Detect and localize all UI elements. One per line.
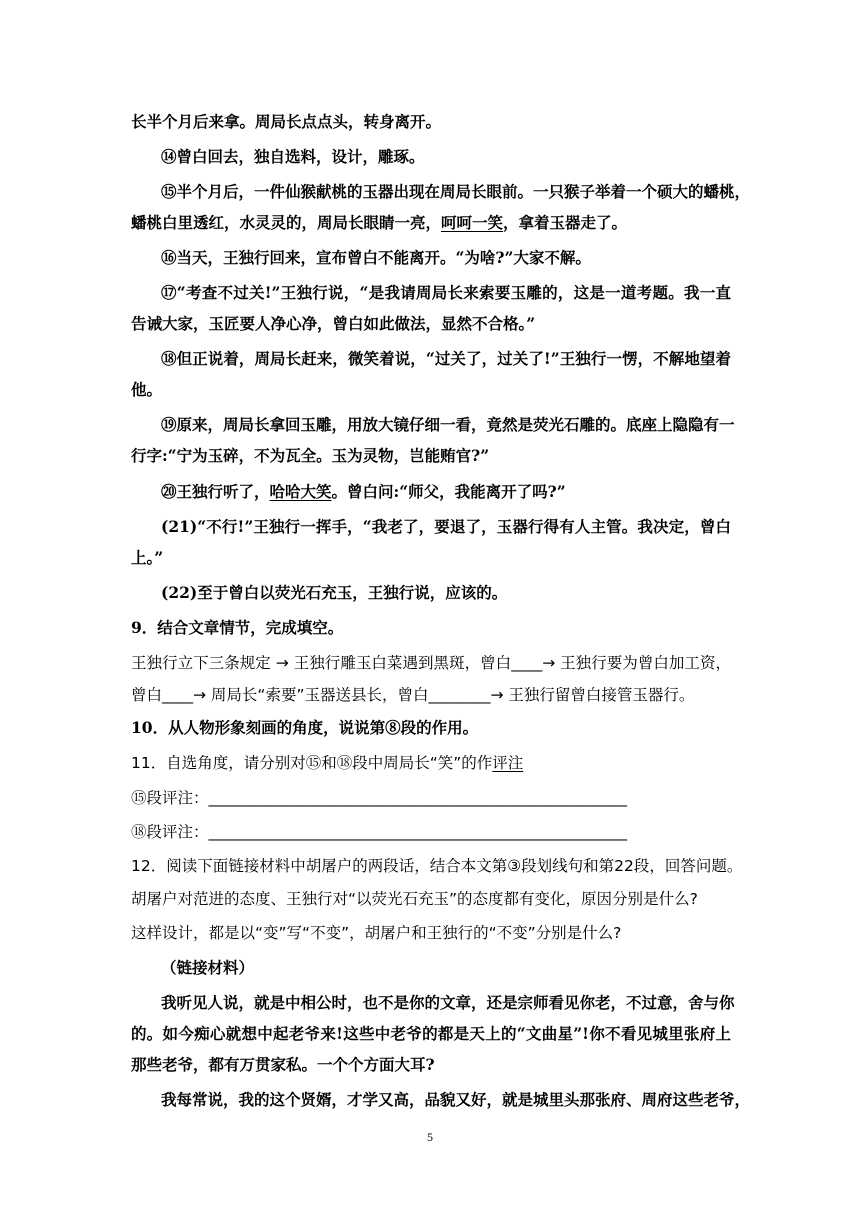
question-9: 9．结合文章情节，完成填空。 bbox=[131, 618, 344, 637]
underlined-phrase: 呵呵一笑 bbox=[441, 213, 504, 232]
fill-blank-line: 曾白____→ 周局长“索要”玉器送县长，曾白________→ 王独行留曾白接管玉器行。 bbox=[131, 686, 695, 704]
story-paragraph-21: (21)“不行!”王独行一挥手，“我老了，要退了，玉器行得有人主管。我决定，曾白 bbox=[161, 517, 731, 536]
link-material-line: 我听见人说，就是中相公时，也不是你的文章，还是宗师看见你老，不过意，舍与你 bbox=[161, 993, 735, 1012]
text-span: 蟠桃白里透红，水灵灵的，周局长眼睛一亮， bbox=[131, 213, 442, 232]
question-text: 这样设计，都是以“变”写“不变”，胡屠户和王独行的“不变”分别是什么? bbox=[131, 924, 622, 942]
text-span: ⑳王独行听了， bbox=[161, 482, 270, 501]
link-material-line: 我每常说，我的这个贤婿，才学又高，品貌又好，就是城里头那张府、周府这些老爷， bbox=[161, 1090, 751, 1109]
story-paragraph-17: ⑰“考查不过关!”王独行说，“是我请周局长来索要玉雕的，这是一道考题。我一直 bbox=[161, 283, 731, 302]
story-paragraph-20 bbox=[161, 482, 731, 502]
story-paragraph-18: ⑱但正说着，周局长赶来，微笑着说，“过关了，过关了!”王独行一愣，不解地望着 bbox=[161, 349, 731, 368]
story-paragraph-19: ⑲原来，周局长拿回玉雕，用放大镜仔细一看，竟然是荧光石雕的。底座上隐隐有一 bbox=[161, 415, 735, 434]
story-line: 告诫大家，玉匠要人净心净，曾白如此做法，显然不合格。” bbox=[131, 314, 536, 333]
story-line bbox=[131, 213, 731, 233]
text-span: 11．自选角度，请分别对⑮和⑱段中周局长“笑”的作 bbox=[131, 754, 493, 772]
question-text: 胡屠户对范进的态度、王独行对“以荧光石充玉”的态度都有变化，原因分别是什么? bbox=[131, 890, 698, 908]
link-material-line: 的。如今痴心就想中起老爷来!这些中老爷的都是天上的“文曲星”!你不看见城里张府上 bbox=[131, 1024, 731, 1043]
underlined-phrase: 哈哈大笑 bbox=[269, 482, 332, 501]
story-line: 上。” bbox=[131, 548, 164, 567]
text-span: ，拿着玉器走了。 bbox=[503, 213, 628, 232]
page-number: 5 bbox=[427, 1130, 433, 1144]
story-paragraph-22: (22)至于曾白以荧光石充玉，王独行说，应该的。 bbox=[161, 583, 508, 602]
fill-blank-line: 王独行立下三条规定 → 王独行雕玉白菜遇到黑斑，曾白____→ 王独行要为曾白加工资， bbox=[131, 654, 731, 672]
story-paragraph-15: ⑮半个月后，一件仙猴献桃的玉器出现在周局长眼前。一只猴子举着一个硕大的蟠桃， bbox=[161, 182, 751, 201]
link-material-heading: （链接材料） bbox=[161, 958, 255, 977]
story-line: 长半个月后来拿。周局长点点头，转身离开。 bbox=[131, 112, 442, 131]
story-line: 行字:“宁为玉碎，不为瓦全。玉为灵物，岂能贿官?” bbox=[131, 446, 490, 465]
story-paragraph-16: ⑯当天，王独行回来，宣布曾白不能离开。“为啥?”大家不解。 bbox=[161, 248, 591, 267]
question-12: 12．阅读下面链接材料中胡屠户的两段话，结合本文第③段划线句和第22段，回答问题。 bbox=[131, 857, 743, 875]
link-material-line: 那些老爷，都有万贯家私。一个个方面大耳? bbox=[131, 1055, 435, 1074]
question-10: 10．从人物形象刻画的角度，说说第⑧段的作用。 bbox=[131, 718, 479, 737]
question-11 bbox=[131, 753, 731, 773]
answer-line-15[interactable]: ⑮段评注：______________________________________________________ bbox=[131, 789, 628, 807]
story-line: 他。 bbox=[131, 380, 163, 399]
story-paragraph-14: ⑭曾白回去，独自选料，设计，雕琢。 bbox=[161, 147, 425, 166]
answer-line-18[interactable]: ⑱段评注：______________________________________________________ bbox=[131, 823, 628, 841]
text-span: 。曾白问:“师父，我能离开了吗?” bbox=[331, 482, 566, 501]
underlined-phrase: 评注 bbox=[492, 754, 524, 772]
